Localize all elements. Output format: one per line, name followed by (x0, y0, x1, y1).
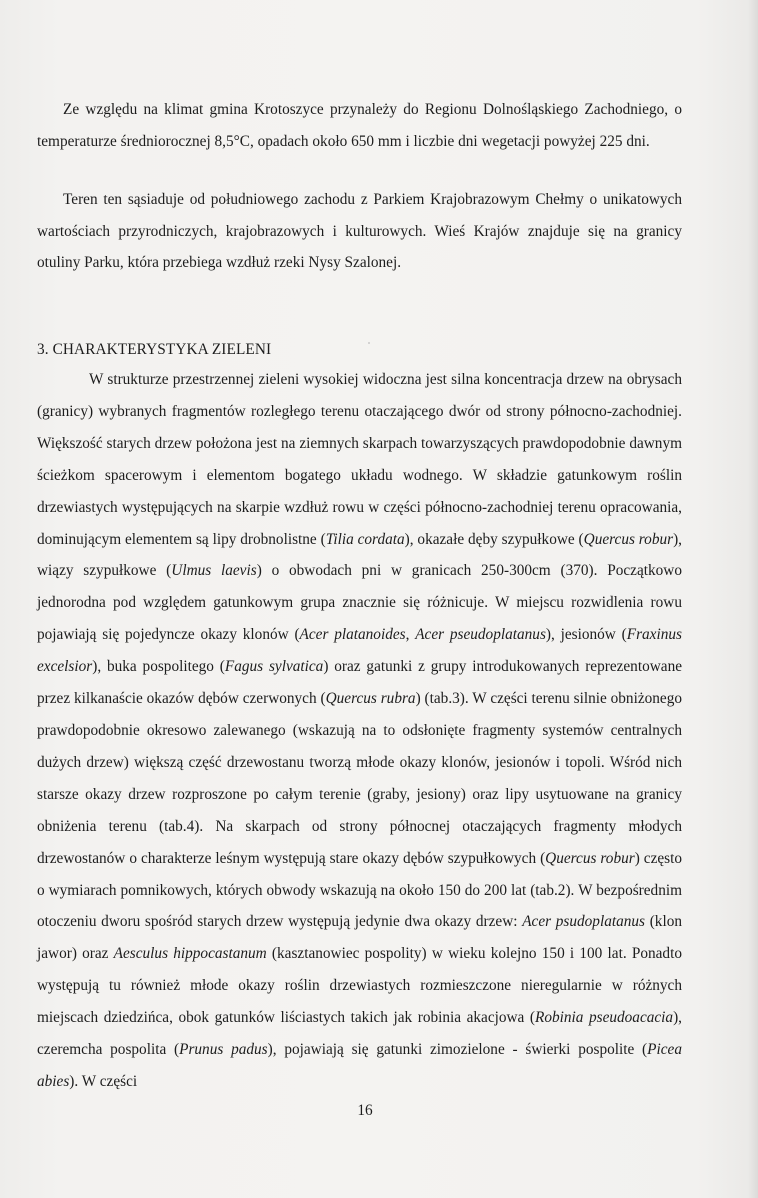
scan-speck (368, 342, 370, 344)
text-run: ) (tab.3). W części terenu silnie obniżonego prawdopodobnie okresowo zalewanego (wskazują na to odsłonięte fragmenty systemów centralnych dużych drzew) większą część drzewostanu tworzą młode okazy klonów, jesionów i topoli. Wśród nich starsze okazy drzew rozproszone po całym terenie (graby, jesiony) oraz lipy usytuowane na granicy obniżenia terenu (tab.4). Na skarpach od strony północnej otaczających fragmenty młodych drzewostanów o charakterze leśnym występują stare okazy dębów szypułkowych ( (37, 690, 683, 867)
text-run: ), czeremcha pospolita ( (37, 1009, 682, 1059)
text-run: ), buka pospolitego ( (92, 658, 225, 676)
latin-species-name: Tilia cordata (325, 530, 405, 548)
text-run: , (405, 626, 416, 644)
latin-species-name: Picea abies (37, 1041, 682, 1090)
latin-species-name: Aesculus hippocastanum (113, 945, 267, 963)
latin-species-name: Ulmus laevis (171, 562, 257, 580)
text-run: ), pojawiają się gatunki zimozielone - świerki pospolite ( (267, 1041, 648, 1059)
section-paragraph-greenery (37, 364, 682, 1098)
text-run: ), wiązy szypułkowe ( (37, 530, 682, 580)
latin-species-name: Quercus rubra (325, 690, 416, 708)
latin-species-name: Robinia pseudoacacia (534, 1009, 674, 1027)
text-run: ) oraz gatunki z grupy introdukowanych reprezentowane przez kilkanaście okazów dębów czerwonych ( (37, 658, 683, 708)
page-edge-shadow (748, 0, 758, 1198)
latin-species-name: Fagus sylvatica (224, 658, 324, 676)
text-run: ) często o wymiarach pomnikowych, których obwody wskazują na około 150 do 200 lat (tab.2). W bezpośrednim otoczeniu dworu spośród starych drzew występują jedynie dwa okazy drzew: (37, 849, 682, 931)
intro-paragraph-climate: Ze względu na klimat gmina Krotoszyce przynależy do Regionu Dolnośląskiego Zachodniego, o temperaturze średniorocznej 8,5°C, opadach około 650 mm i liczbie dni wegetacji powyżej 225 dni. (37, 101, 682, 150)
text-run: (kasztanowiec pospolity) w wieku kolejno 150 i 100 lat. Ponadto występują tu również młode okazy roślin drzewiastych rozmieszczone nieregularnie w różnych miejscach dziedzińca, obok gatunków liściastych takich jak robinia akacjowa ( (37, 945, 682, 1027)
text-run: ), jesionów ( (545, 626, 627, 644)
latin-species-name: Acer psudoplatanus (522, 913, 646, 931)
latin-species-name: Acer pseudoplatanus (415, 626, 546, 644)
text-run: ) o obwodach pni w granicach 250-300cm (370). Początkowo jednorodna pod względem gatunkowym grupa znacznie się różnicuje. W miejscu rozwidlenia rowu pojawiają się pojedyncze okazy klonów ( (37, 562, 682, 644)
latin-species-name: Quercus robur (583, 530, 674, 548)
latin-species-name: Quercus robur (545, 849, 635, 867)
intro-paragraph-landscape-park: Teren ten sąsiaduje od południowego zachodu z Parkiem Krajobrazowym Chełmy o unikatowych wartościach przyrodniczych, krajobrazowych i kulturowych. Wieś Krajów znajduje się na granicy otuliny Parku, która przebiega wzdłuż rzeki Nysy Szalonej. (37, 191, 682, 271)
latin-species-name: Fraxinus excelsior (37, 626, 682, 676)
page-number: 16 (357, 1102, 373, 1119)
text-run: (klon jawor) oraz (37, 913, 682, 963)
section-heading: 3. CHARAKTERYSTYKA ZIELENI (37, 341, 272, 358)
latin-species-name: Prunus padus (179, 1041, 268, 1059)
text-run: ). W części (69, 1072, 138, 1090)
text-run: ), okazałe dęby szypułkowe ( (404, 530, 584, 548)
text-run: W strukturze przestrzennej zieleni wysokiej widoczna jest silna koncentracja drzew na obrysach (granicy) wybranych fragmentów rozległego terenu otaczającego dwór od strony północno-zachodniej. Większość starych drzew położona jest na ziemnych skarpach towarzyszących prawdopodobnie dawnym ścieżkom spacerowym i elementom bogatego układu wodnego. W składzie gatunkowym roślin drzewiastych występujących na skarpie wzdłuż rowu w części północno-zachodniej terenu opracowania, dominującym elementem są lipy drobnolistne ( (37, 371, 682, 548)
latin-species-name: Acer platanoides (299, 626, 406, 644)
